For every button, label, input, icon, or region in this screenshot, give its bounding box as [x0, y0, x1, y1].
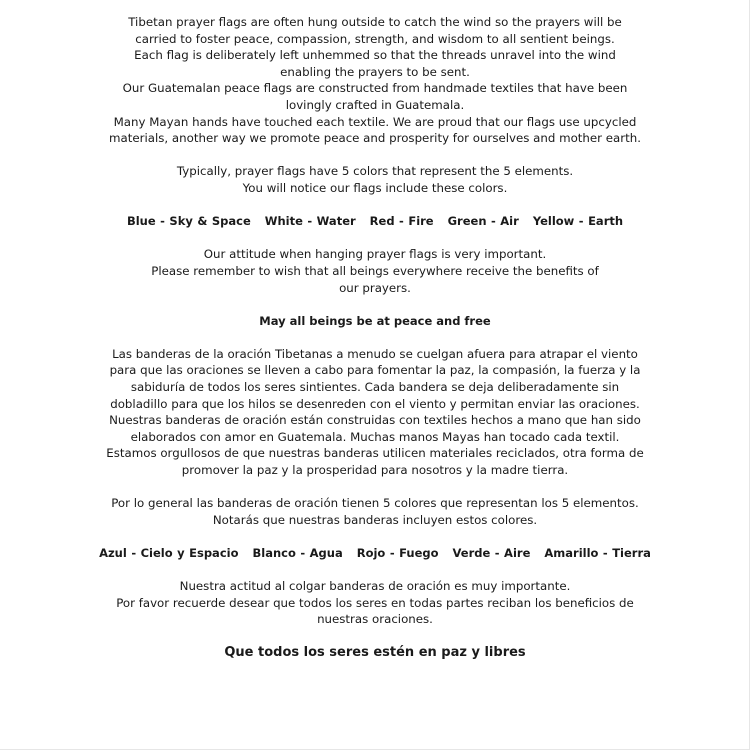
spacer [100, 230, 650, 247]
spacer [100, 628, 650, 645]
spacer [100, 197, 650, 214]
english-attitude-2: Please remember to wish that all beings everywhere receive the benefits of our prayers. [151, 263, 599, 295]
spanish-blessing: Que todos los seres estén en paz y libres [224, 644, 526, 660]
spanish-attitude-1: Nuestra actitud al colgar banderas de oración es muy importante. [179, 579, 571, 594]
color-azul: Azul - Cielo y Espacio [99, 546, 239, 560]
spanish-colors-intro-1: Por lo general las banderas de oración tienen 5 colores que representan los 5 elementos. [111, 496, 639, 511]
spacer [100, 528, 650, 545]
spacer [100, 329, 650, 346]
english-colors-intro-1: Typically, prayer flags have 5 colors that represent the 5 elements. [176, 164, 574, 179]
color-amarillo: Amarillo - Tierra [544, 546, 651, 560]
color-green: Green - Air [447, 214, 519, 229]
spacer [100, 296, 650, 313]
color-blanco: Blanco - Agua [252, 546, 343, 560]
color-verde: Verde - Aire [452, 546, 531, 560]
spacer [100, 562, 650, 579]
english-blessing: May all beings be at peace and free [259, 313, 491, 328]
spacer [100, 479, 650, 496]
color-red: Red - Fire [369, 214, 434, 229]
english-intro-line-4: Many Mayan hands have touched each textile. We are proud that our flags use upcycled materials, another way we promote peace and prosperity for ourselves and mother earth. [109, 114, 641, 146]
english-attitude-1: Our attitude when hanging prayer flags is very important. [203, 247, 547, 262]
spanish-attitude-2: Por favor recuerde desear que todos los seres en todas partes reciban los beneficios de nuestras oraciones. [116, 595, 634, 627]
spanish-intro-line-1: Las banderas de la oración Tibetanas a menudo se cuelgan afuera para atrapar el viento para que las oraciones se lleven a cabo para fomentar la paz, la compasión, la fuerza y la sabiduría de todos los seres sintientes. Cada bandera se deja deliberadamente sin dobladillo para que los hilos se desenreden con el viento y permitan enviar las oraciones. [109, 346, 641, 411]
spanish-intro-line-2: Nuestras banderas de oración están construidas con textiles hechos a mano que han sido elaborados con amor en Guatemala. Muchas manos Mayas han tocado cada textil. [109, 413, 641, 444]
color-rojo: Rojo - Fuego [356, 546, 439, 560]
english-colors-intro-2: You will notice our flags include these colors. [242, 180, 508, 195]
color-yellow: Yellow - Earth [532, 214, 624, 229]
spanish-color-list [80, 545, 670, 562]
spacer [100, 147, 650, 164]
english-intro-line-3: Our Guatemalan peace flags are constructed from handmade textiles that have been lovingly crafted in Guatemala. [122, 81, 628, 112]
color-white: White - Water [264, 214, 356, 229]
spanish-colors-intro-2: Notarás que nuestras banderas incluyen estos colores. [212, 512, 538, 527]
english-intro-line-1: Tibetan prayer flags are often hung outside to catch the wind so the prayers will be carried to foster peace, compassion, strength, and wisdom to all sentient beings. [128, 15, 622, 46]
english-intro-line-2: Each flag is deliberately left unhemmed so that the threads unravel into the wind enabling the prayers to be sent. [134, 48, 616, 79]
spanish-intro-line-3: Estamos orgullosos de que nuestras banderas utilicen materiales reciclados, otra forma de promover la paz y la prosperidad para nosotros y la madre tierra. [106, 446, 644, 478]
color-blue: Blue - Sky & Space [126, 214, 251, 229]
text-column [100, 14, 650, 662]
english-color-list [100, 213, 650, 230]
